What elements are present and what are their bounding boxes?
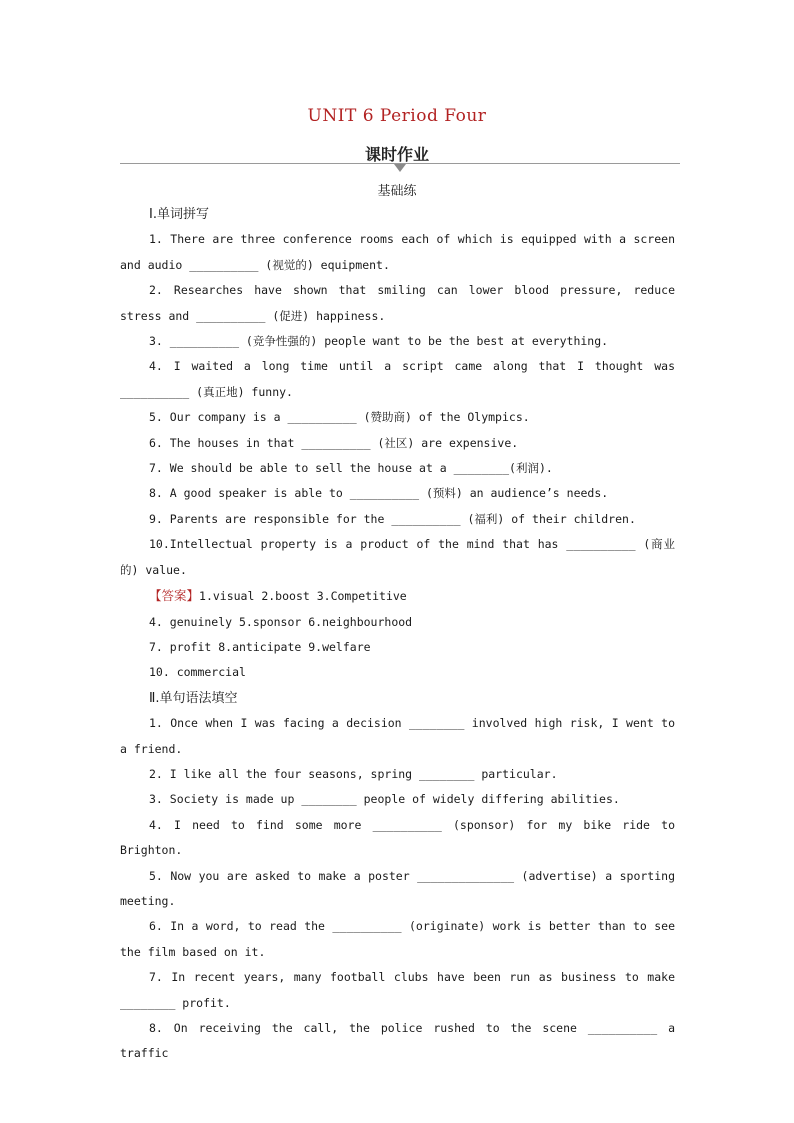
part1-item: 5. Our company is a __________ (赞助商) of the Olympics. <box>149 410 530 425</box>
document-title: UNIT 6 Period Four <box>307 106 487 126</box>
answer-text: 1.visual 2.boost 3.Competitive <box>199 589 407 604</box>
part1-item: 6. The houses in that __________ (社区) are expensive. <box>149 435 519 450</box>
document-subtitle: 课时作业 <box>364 145 429 164</box>
part2-item: 5. Now you are asked to make a poster ______________ (advertise) a sporting meeting. <box>120 868 675 908</box>
exercise-content <box>120 202 675 1067</box>
part2-item: 7. In recent years, many football clubs have been run as business to make ________ profit. <box>120 970 675 1010</box>
answer-line: 7. profit 8.anticipate 9.welfare <box>149 639 371 654</box>
part1-item: 2. Researches have shown that smiling can lower blood pressure, reduce stress and __________ (促进) happiness. <box>120 283 675 323</box>
part2-item: 2. I like all the four seasons, spring ________ particular. <box>149 766 558 781</box>
part1-item: 10.Intellectual property is a product of the mind that has __________ (商业的) value. <box>120 537 675 577</box>
section-label: 基础练 <box>377 184 417 199</box>
part1-item: 3. __________ (竞争性强的) people want to be the best at everything. <box>149 334 609 349</box>
answer-line: 10. commercial <box>149 665 246 680</box>
part2-item: 8. On receiving the call, the police rushed to the scene __________ a traffic <box>120 1021 675 1061</box>
part1-heading: Ⅰ.单词拼写 <box>149 207 209 222</box>
answer-line: 4. genuinely 5.sponsor 6.neighbourhood <box>149 614 413 629</box>
part2-item: 4. I need to find some more __________ (sponsor) for my bike ride to Brighton. <box>120 817 675 858</box>
part1-item: 8. A good speaker is able to __________ (预料) an audience’s needs. <box>149 486 609 501</box>
answer-line <box>120 583 675 609</box>
part1-item: 1. There are three conference rooms each of which is equipped with a screen and audio __________ (视觉的) equipment. <box>120 232 675 272</box>
part1-item: 4. I waited a long time until a script came along that I thought was __________ (真正地) funny. <box>120 359 675 399</box>
part2-item: 1. Once when I was facing a decision ________ involved high risk, I went to a friend. <box>120 716 675 756</box>
divider-arrow-icon <box>394 164 406 172</box>
answer-tag: 【答案】 <box>149 588 200 604</box>
part2-item: 3. Society is made up ________ people of widely differing abilities. <box>149 792 620 807</box>
part2-heading: Ⅱ.单句语法填空 <box>149 690 238 706</box>
part1-item: 9. Parents are responsible for the __________ (福利) of their children. <box>149 511 636 526</box>
part2-item: 6. In a word, to read the __________ (originate) work is better than to see the film based on it. <box>120 919 675 959</box>
part1-item: 7. We should be able to sell the house at a ________(利润). <box>149 461 553 476</box>
